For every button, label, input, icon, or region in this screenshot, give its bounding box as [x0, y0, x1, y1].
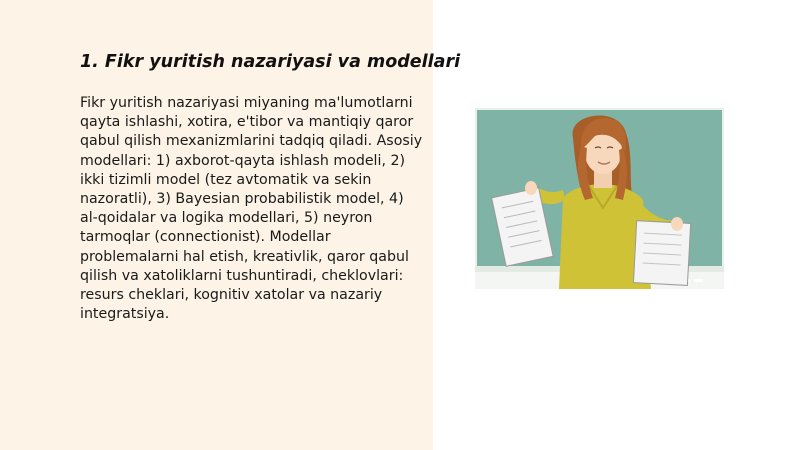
paper-right — [633, 221, 690, 286]
slide-body-text: Fikr yuritish nazariyasi miyaning ma'lumotlarni qayta ishlashi, xotira, e'tibor va mantiqiy qaror qabul qilish mexanizmlarini tadqiq qiladi. Asosiy modellari: 1) axborot-qayta ishlash modeli, 2) ikki tizimli model (tez avtomatik va sekin nazoratli), 3) Bayesian probabilistik model, 4) al-qoidalar va logika modellari, 5) neyron tarmoqlar (connectionist). Modellar problemalarni hal etish, kreativlik, qaror qabul qilish va xatoliklarni tushuntiradi, cheklovlari: resurs cheklari, kognitiv xatolar va nazariy integratsiya. — [80, 95, 423, 323]
left-hand — [525, 181, 537, 195]
slide-title: 1. Fikr yuritish nazariyasi va modellari — [80, 52, 461, 72]
teacher-illustration-svg — [475, 108, 724, 289]
teacher-illustration — [475, 108, 724, 289]
right-hand — [671, 217, 683, 231]
chalk-piece — [694, 279, 703, 282]
